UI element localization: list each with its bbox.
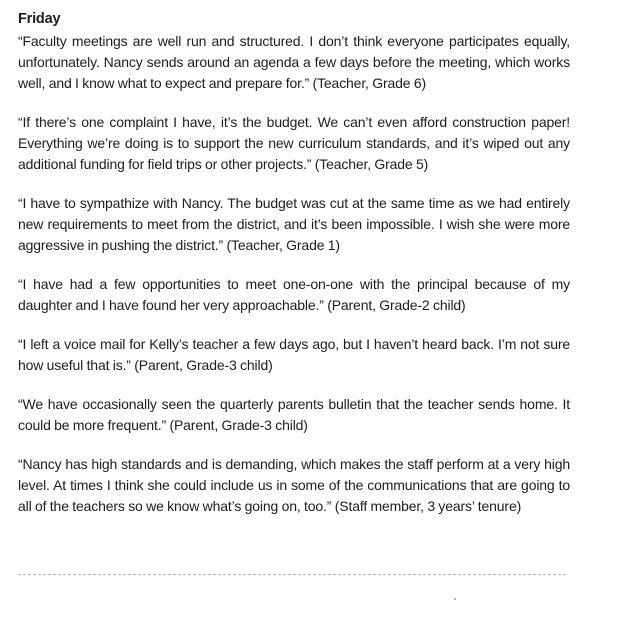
scan-speck — [454, 598, 456, 600]
quote-parent-grade-2: “I have had a few opportunities to meet one-on-one with the principal because of my daughter and I have found her very approachable.” (Parent, Grade-2 child) — [18, 276, 570, 313]
day-heading: Friday — [18, 11, 61, 27]
document-page — [18, 10, 570, 517]
quote-teacher-grade-6: “Faculty meetings are well run and structured. I don’t think everyone participates equally, unfortunately. Nancy sends around an agenda a few days before the meeting, which works well, and I know what to expect and prepare for.” (Teacher, Grade 6) — [18, 33, 570, 91]
quote-parent-grade-3-bulletin: “We have occasionally seen the quarterly parents bulletin that the teacher sends home. It could be more frequent.” (Parent, Grade-3 child) — [18, 396, 570, 433]
quote-staff-member: “Nancy has high standards and is demanding, which makes the staff perform at a very high level. At times I think she could include us in some of the communications that are going to all of the teachers so we know what’s going on, too.” (Staff member, 3 years’ tenure) — [18, 456, 570, 514]
bottom-divider — [18, 574, 566, 575]
quote-teacher-grade-1: “I have to sympathize with Nancy. The budget was cut at the same time as we had entirely new requirements to meet from the district, and it’s been impossible. I wish she were more aggressive in pushing the district.” (Teacher, Grade 1) — [18, 195, 570, 253]
quote-teacher-grade-5: “If there’s one complaint I have, it’s the budget. We can’t even afford construction paper! Everything we’re doing is to support the new curriculum standards, and it’s wiped out any additional funding for field trips or other projects.” (Teacher, Grade 5) — [18, 114, 570, 172]
quote-parent-grade-3-voicemail: “I left a voice mail for Kelly’s teacher a few days ago, but I haven’t heard back. I’m not sure how useful that is.” (Parent, Grade-3 child) — [18, 336, 570, 373]
